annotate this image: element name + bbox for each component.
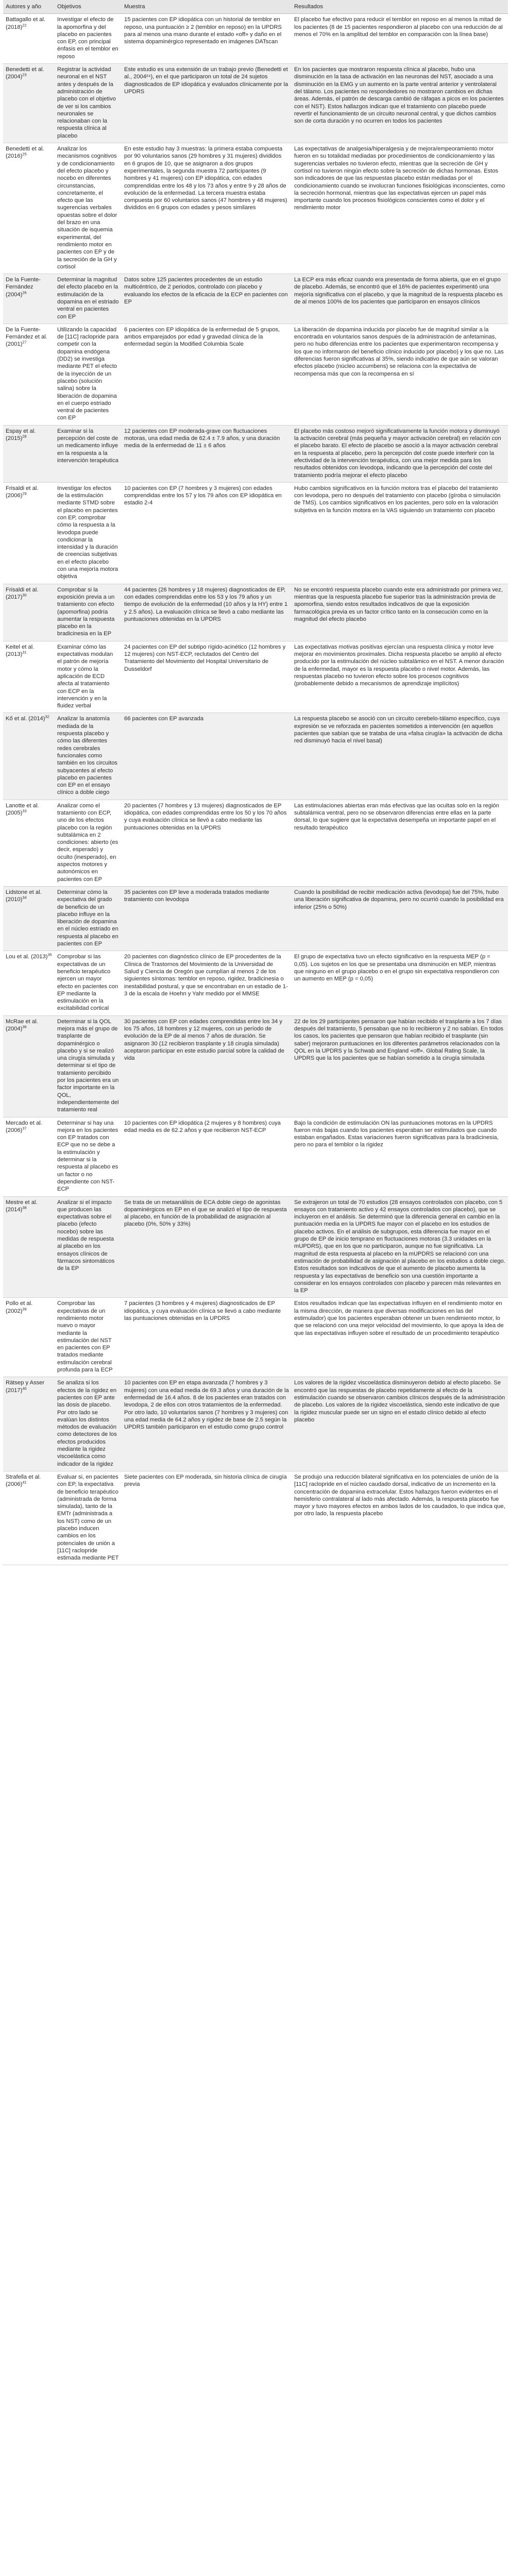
author-text: Espay et al. (2015) bbox=[6, 428, 36, 442]
cell-objective: Examinar si la percepción del coste de un medicamento influye en la respuesta a la intervención terapéutica bbox=[55, 425, 122, 482]
author-text: Frisaldi et al. (2006) bbox=[6, 485, 39, 499]
cell-objective: Comprobar si las expectativas de un beneficio terapéutico ejercen un mayor efecto en pacientes con EP mediante la estimulación en la excitabilidad cortical bbox=[55, 951, 122, 1015]
cell-author bbox=[3, 1015, 55, 1117]
author-text: Benedetti et al. (2004) bbox=[6, 66, 44, 80]
cell-results: Hubo cambios significativos en la función motora tras el placebo del tratamiento con levodopa, pero no después del tratamiento con placebo (gíroba o simulación de TMS). Los cambios significativos en los pacientes, pero solo en la valoración subjetiva en la función motora en la VAS siguiendo un tratamiento con placebo bbox=[292, 482, 508, 584]
table-row bbox=[3, 713, 508, 800]
cell-author bbox=[3, 1117, 55, 1196]
cell-sample: 10 pacientes con EP idiopática (2 mujeres y 8 hombres) cuya edad media es de 62.2 años y que recibieron NST-ECP bbox=[122, 1117, 292, 1196]
reference-number: 38 bbox=[22, 1205, 27, 1210]
cell-sample: 6 pacientes con EP idiopática de la enfermedad de 5 grupos, ambos emparejados por edad y gravedad clínica de la enfermedad según la Modified Columbia Scale bbox=[122, 324, 292, 425]
cell-author bbox=[3, 584, 55, 641]
author-text: Lanotte et al. (2005) bbox=[6, 802, 39, 816]
cell-results: En los pacientes que mostraron respuesta clínica al placebo, hubo una disminución en la tasa de activación en las neuronas del NST, asociado a una disminución en la EMG y un aumento en la parte ventral anterior y ventrolateral del tálamo. Los pacientes no respondedores no mostraron cambios en dichas áreas. Además, el patrón de descarga cambió de ráfagas a picos en los pacientes con el NST). Estos hallazgos indican que el tratamiento con placebo puede revertir el funcionamiento de un circuito neuronal central, y que dichos cambios son de corta duración y no ocurren en todos los pacientes bbox=[292, 64, 508, 143]
header-objectives: Objetivos bbox=[55, 0, 122, 14]
cell-results: La respuesta placebo se asoció con un circuito cerebelo-tálamo específico, cuya expresión se ve reforzada en pacientes sometidos a intervención (en aquellos pacientes que sabían que se trataba de una «falsa cirugía» la activación de dicha red disminuyó hacia el nivel basal) bbox=[292, 713, 508, 800]
reference-number: 22 bbox=[22, 22, 27, 27]
cell-objective: Analizar si el impacto que producen las expectativas sobre el placebo (efecto nocebo) sobre las medidas de respuesta al placebo en los ensayos clínicos de fármacos sintomáticos de la EP bbox=[55, 1196, 122, 1298]
cell-results: La ECP era más eficaz cuando era presentada de forma abierta, que en el grupo de placebo. Además, se encontró que el 16% de pacientes experimentó una mejoría significativa con el placebo, y que la magnitud de la respuesta placebo es de al menos 100% de los pacientes que participaron en ensayos clínicos bbox=[292, 274, 508, 324]
author-text: Benedetti et al. (2016) bbox=[6, 146, 44, 160]
reference-number: 29 bbox=[22, 491, 27, 496]
cell-author bbox=[3, 1377, 55, 1471]
cell-objective: Evaluar si, en pacientes con EP, la expectativa de beneficio terapéutico (administrada de forma simulada), tanto de la EMTr (administrada a los NST) como de un placebo inducen cambios en los potenciales de unión a [11C] raclopride estimada mediante PET bbox=[55, 1471, 122, 1565]
reference-number: 26 bbox=[22, 290, 27, 295]
reference-number: 32 bbox=[45, 714, 49, 719]
reference-number: 41 bbox=[22, 1480, 27, 1485]
table-row bbox=[3, 324, 508, 425]
header-results: Resultados bbox=[292, 0, 508, 14]
cell-sample: 20 pacientes con diagnóstico clínico de EP procedentes de la Clínica de Trastornos del Movimiento de la Universidad de Salud y Ciencia de Oregón que cumplían al menos 2 de los siguientes síntomas: temblor en reposo, rigidez, bradicinesia o inestabilidad postural, y que se encontraban en un estadio de 1-3 de la escala de Hoehn y Yahr medido por el MMSE bbox=[122, 951, 292, 1015]
author-text: Lou et al. (2013) bbox=[6, 954, 48, 960]
cell-results: Bajo la condición de estimulación ON las puntuaciones motoras en la UPDRS fueron más bajas cuando los pacientes esperaban ser estimulados que cuando estaban engañados. Estas variaciones fueron significativas para la bradicinesia, pero no para el temblor o la rigidez bbox=[292, 1117, 508, 1196]
table-row bbox=[3, 1015, 508, 1117]
cell-results: Se extrajeron un total de 70 estudios (28 ensayos controlados con placebo, con 5 ensayos con tratamiento activo y 42 ensayos controlados con placebo), que se incluyeron en el análisis. Se determinó que la diferencia general en cambio en la puntuación media en la UPDRS fue mayor con el placebo en los estudios de placebo activos. En el análisis de subgrupos, esta diferencia fue mayor en el grupo de EP de inicio temprano en fluctuaciones motoras (3.3 unidades en la mUPDRS), que en los que no participaron, aunque no fue significativa. La magnitud de esta respuesta al placebo en la mUPDRS se relacionó con una estimación de probabilidad de asignación al placebo en los estudios a doble ciego. Estos resultados son indicativos de que el aumento de placebo aumenta la respuesta y las expectativas de beneficio son una cuestión importante a considerar en los ensayos controlados con placebo y parecen más relevantes en la EP bbox=[292, 1196, 508, 1298]
table-row bbox=[3, 425, 508, 482]
cell-objective: Determinar la magnitud del efecto placebo en la estimulación de la dopamina en el estriado ventral en pacientes con EP bbox=[55, 274, 122, 324]
cell-author bbox=[3, 951, 55, 1015]
table-row bbox=[3, 1298, 508, 1377]
studies-table bbox=[3, 0, 508, 1565]
reference-number: 33 bbox=[22, 808, 27, 814]
cell-sample: 15 pacientes con EP idiopática con un historial de temblor en reposo, una puntuación ≥ 2 (temblor en reposo) en la UPDRS para al menos una mano durante el estado «off» y daño en el sistema dopaminérgico representado en imágenes DATscan bbox=[122, 14, 292, 64]
cell-objective: Determinar cómo la expectativa del grado de beneficio de un placebo influye en la liberación de dopamina en el núcleo estriado en respuesta al placebo en pacientes con EP bbox=[55, 886, 122, 951]
cell-author bbox=[3, 324, 55, 425]
cell-sample: 7 pacientes (3 hombres y 4 mujeres) diagnosticados de EP idiopática, y cuya evaluación clínica se llevó a cabo mediante las puntuaciones obtenidas en la UPDRS bbox=[122, 1298, 292, 1377]
cell-sample: Se trata de un metaanálisis de ECA doble ciego de agonistas dopaminérgicos en EP en el que se analizó el tipo de respuesta al placebo, en función de la probabilidad de asignación al placebo (0%, 50% y 33%) bbox=[122, 1196, 292, 1298]
cell-author bbox=[3, 1471, 55, 1565]
cell-results: Las expectativas motivas positivas ejercían una respuesta clínica y motor leve mejorar en movimientos proximales. Dicha respuesta placebo se amplió al efecto producido por la estimulación del núcleo subtalámico en el NST. A menor duración de la enfermedad, mayor es la respuesta placebo o nivel motor. Además, las respuestas placebo no tuvieron efecto sobre los procesos cognitivos (probablemente debido a mecanismos de aprendizaje implícitos) bbox=[292, 641, 508, 713]
cell-objective: Investigar el efecto de la apomorfina y del placebo en pacientes con EP, con principal énfasis en el temblor en reposo bbox=[55, 14, 122, 64]
author-text: Mestre et al. (2014) bbox=[6, 1199, 38, 1213]
cell-objective: Registrar la actividad neuronal en el NST antes y después de la administración de placebo con el objetivo de ver si los cambios neuronales se relacionaban con la respuesta clínica al placebo bbox=[55, 64, 122, 143]
author-text: Pollo et al. (2002) bbox=[6, 1300, 33, 1314]
reference-number: 23 bbox=[22, 72, 27, 77]
cell-objective: Comprobar las expectativas de un rendimiento motor nuevo o mayor mediante la estimulación del NST en pacientes con EP tratados mediante estimulación cerebral profunda para la ECP bbox=[55, 1298, 122, 1377]
reference-number: 31 bbox=[22, 650, 27, 655]
cell-sample: Datos sobre 125 pacientes procedentes de un estudio multicéntrico, de 2 periodos, controlado con placebo y evaluando los efectos de la eficacia de la ECP en pacientes con EP bbox=[122, 274, 292, 324]
author-text: Strafella et al. (2006) bbox=[6, 1473, 41, 1488]
cell-objective: Analizar los mecanismos cognitivos y de condicionamiento del efecto placebo y nocebo en diferentes circunstancias, concretamente, el efecto que las sugerencias verbales opuestas sobre el dolor del brazo en una situación de isquemia experimental, del rendimiento motor en pacientes con EP y de la secreción de la GH y cortisol bbox=[55, 143, 122, 274]
cell-sample: 12 pacientes con EP moderada-grave con fluctuaciones motoras, una edad media de 62.4 ± 7.9 años, y una duración media de la enfermedad de 11 ± 6 años bbox=[122, 425, 292, 482]
cell-sample: 30 pacientes con EP con edades comprendidas entre los 34 y los 75 años, 18 hombres y 12 mujeres, con un período de evolución de la EP de al menos 7 años de duración. Se asignaron 30 (12 recibieron trasplante y 18 cirugía simulada) aceptaron participar en este estudio parcial sobre la calidad de vida bbox=[122, 1015, 292, 1117]
cell-author bbox=[3, 425, 55, 482]
cell-author bbox=[3, 274, 55, 324]
cell-author bbox=[3, 1196, 55, 1298]
reference-number: 25 bbox=[22, 151, 27, 157]
reference-number: 28 bbox=[22, 434, 27, 439]
table-row bbox=[3, 143, 508, 274]
cell-sample: 35 pacientes con EP leve a moderada tratados mediante tratamiento con levodopa bbox=[122, 886, 292, 951]
cell-results: El placebo fue efectivo para reducir el temblor en reposo en al menos la mitad de los pacientes (8 de 15 pacientes respondieron al placebo con una reducción de al menos el 70% en la amplitud del temblor en comparación con la línea base) bbox=[292, 14, 508, 64]
cell-objective: Determinar si hay una mejora en los pacientes con EP tratados con ECP que no se debe a la estimulación y determinar si la respuesta al placebo es un factor o no dependiente con NST-ECP bbox=[55, 1117, 122, 1196]
cell-author bbox=[3, 713, 55, 800]
cell-sample: 10 pacientes con EP en etapa avanzada (7 hombres y 3 mujeres) con una edad media de 69.3 años y una duración de la enfermedad de 16.4 años. 8 de los pacientes eran tratados con levodopa, 2 de ellos con otros tratamientos de la enfermedad. Por otro lado, 10 voluntarios sanos (7 hombres y 3 mujeres) con una edad media de 64.2 años y rigidez de base de 2.5 según la UPDRS también participaron en el estudio como grupo control bbox=[122, 1377, 292, 1471]
reference-number: 39 bbox=[22, 1306, 27, 1311]
cell-sample: 20 pacientes (7 hombres y 13 mujeres) diagnosticados de EP idiopática, con edades comprendidas entre los 50 y los 70 años y cuya evaluación clínica se llevó a cabo mediante las puntuaciones obtenidas en la UPDRS bbox=[122, 800, 292, 886]
header-sample: Muestra bbox=[122, 0, 292, 14]
cell-author bbox=[3, 64, 55, 143]
cell-sample: En este estudio hay 3 muestras: la primera estaba compuesta por 90 voluntarios sanos (29 hombres y 31 mujeres) divididos en 6 grupos de 10, que se asignaron a dos grupos experimentales, la segunda muestra 72 participantes (9 hombres y 41 mujeres) con EP idiopática, con edades comprendidas entre los 48 y los 73 años y entre 9 y 28 años de evolución de la enfermedad. La tercera muestra estaba compuesta por 60 voluntarios sanos (47 hombres y 48 mujeres) divididos en 6 grupos con edades y pesos similares bbox=[122, 143, 292, 274]
cell-sample: Siete pacientes con EP moderada, sin historia clínica de cirugía previa bbox=[122, 1471, 292, 1565]
cell-sample: 44 pacientes (26 hombres y 18 mujeres) diagnosticados de EP, con edades comprendidas entre los 53 y los 79 años y un tiempo de evolución de la enfermedad (10 años y la HY) entre 1 y 2.5 años). La evaluación clínica se llevó a cabo mediante las puntuaciones obtenidas en la UPDRS bbox=[122, 584, 292, 641]
reference-number: 35 bbox=[47, 952, 52, 957]
cell-objective: Analizar como el tratamiento con ECP, uno de los efectos placebo con la región subtalámica en 2 condiciones: abierto (es decir, esperado) y oculto (inesperado), en aspectos motores y autonómicos en pacientes con EP bbox=[55, 800, 122, 886]
author-text: Lidstone et al. (2010) bbox=[6, 889, 42, 903]
author-text: Battagallo et al. (2018) bbox=[6, 16, 46, 30]
author-text: Frisaldi et al. (2017) bbox=[6, 586, 39, 600]
author-text: Kő et al. (2014) bbox=[6, 716, 45, 722]
cell-results: No se encontró respuesta placebo cuando este era administrado por primera vez, mientras que la respuesta placebo fue superior tras la administración previa de apomorfina, siendo estos resultados indicativos de que la exposición farmacológica previa es un factor crítico tanto en la consecución como en la magnitud del efecto placebo bbox=[292, 584, 508, 641]
table-row bbox=[3, 64, 508, 143]
cell-sample: 24 pacientes con EP del subtipo rígido-acinético (12 hombres y 12 mujeres) con NST-ECP, reclutados del Centro del Tratamiento del Movimiento del Hospital Universitario de Dusseldorf bbox=[122, 641, 292, 713]
cell-author bbox=[3, 1298, 55, 1377]
reference-number: 27 bbox=[22, 340, 27, 345]
cell-results: Estos resultados indican que las expectativas influyen en el rendimiento motor en la misma dirección, de manera que diversas modificaciones en las del estimulador) que los pacientes esperaban obtener un buen rendimiento motor, lo que se relacionó con una mejor velocidad del movimiento, lo que apoya la idea de que las expectativas influyen sobre el resultado de un procedimiento terapéutico bbox=[292, 1298, 508, 1377]
reference-number: 34 bbox=[22, 895, 27, 900]
cell-results: Las expectativas de analgesia/hiperalgesia y de mejora/empeoramiento motor fueron en su totalidad mediadas por procedimientos de condicionamiento y las sugerencias verbales no tuvieron efecto, mientras que la secreción de GH y cortisol no tuvieron ningún efecto sobre la secreción de dichas hormonas. Estos son indicadores de que las respuestas placebo están mediadas por el condicionamiento cuando se involucran funciones fisiológicas inconscientes, como la secreción hormonal, mientras que las expectativas ejercen un papel más importante cuando los procesos fisiológicos conscientes como el dolor y el rendimiento motor bbox=[292, 143, 508, 274]
table-row bbox=[3, 1117, 508, 1196]
table-row bbox=[3, 886, 508, 951]
header-authors: Autores y año bbox=[3, 0, 55, 14]
table-row bbox=[3, 274, 508, 324]
cell-objective: Examinar cómo las expectativas modulan el patrón de mejoría motor y cómo la aplicación de ECD afecta al tratamiento con ECP en la intervención y en la fluidez verbal bbox=[55, 641, 122, 713]
reference-number: 37 bbox=[22, 1126, 27, 1131]
table-row bbox=[3, 14, 508, 64]
table-row bbox=[3, 641, 508, 713]
cell-author bbox=[3, 14, 55, 64]
table-row bbox=[3, 584, 508, 641]
author-text: Rätsep y Asser (2017) bbox=[6, 1380, 45, 1394]
table-row bbox=[3, 1196, 508, 1298]
cell-results: Se produjo una reducción bilateral significativa en los potenciales de unión de la [11C] raclopride en el núcleo caudado dorsal, indicativo de un incremento en la concentración de dopamina extracelular. Estos hallazgos fueron evidentes en el hemisferio contralateral al lado más afectado. Además, la respuesta placebo fue mayor y tuvo mayores efectos en ambos lados de los caudados, lo que indica que, por otro lado, la respuesta placebo bbox=[292, 1471, 508, 1565]
table-row bbox=[3, 482, 508, 584]
cell-sample: 66 pacientes con EP avanzada bbox=[122, 713, 292, 800]
author-text: De la Fuente-Fernández (2004) bbox=[6, 277, 41, 298]
cell-sample: Este estudio es una extensión de un trabajo previo (Benedetti et al., 2004²⁴), en el que participaron un total de 24 sujetos diagnosticados de EP idiopática y evaluados clínicamente por la UPDRS bbox=[122, 64, 292, 143]
table-row bbox=[3, 1471, 508, 1565]
reference-number: 40 bbox=[22, 1385, 27, 1391]
cell-author bbox=[3, 143, 55, 274]
cell-results: Los valores de la rigidez viscoelástica disminuyeron debido al efecto placebo. Se encontró que las respuestas de placebo repetidamente al efecto de la estimulación cuando se observaron cambios clínicos después de la administración de placebo. Los valores de la rigidez viscoelástica, siendo este indicativo de que la rigidez muscular puede ser un signo en el estado clínico debido al efecto placebo bbox=[292, 1377, 508, 1471]
author-text: McRae et al. (2004) bbox=[6, 1018, 38, 1032]
table-row bbox=[3, 951, 508, 1015]
cell-sample: 10 pacientes con EP (7 hombres y 3 mujeres) con edades comprendidas entre los 57 y los 79 años con EP idiopática en estadio 2-4 bbox=[122, 482, 292, 584]
author-text: Mercado et al. (2006) bbox=[6, 1120, 42, 1133]
cell-author bbox=[3, 641, 55, 713]
cell-author bbox=[3, 800, 55, 886]
cell-results: 22 de los 29 participantes pensaron que habían recibido el trasplante a los 7 días después del tratamiento, 5 pensaban que no lo recibieron y 2 no sabían. En todos los casos, los pacientes que pensaron que habían recibido el trasplante (sin saber) mejoraron puntuaciones en los diferentes parámetros relacionados con la QOL en la UPDRS y la Schwab and England «off». Global Rating Scale, la UPDRS que la los pacientes que se habían sometido a la cirugía simulada bbox=[292, 1015, 508, 1117]
author-text: Keitel et al. (2013) bbox=[6, 643, 35, 658]
cell-objective: Determinar si la QOL mejora más el grupo de trasplante de dopaminérgico o placebo y si se realizó una cirugía simulada y determinar si el tipo de tratamiento percibido por los pacientes era un factor importante en la QOL, independientemente del tratamiento real bbox=[55, 1015, 122, 1117]
cell-results: La liberación de dopamina inducida por placebo fue de magnitud similar a la encontrada en voluntarios sanos después de la administración de anfetaminas, pero no hubo diferencias entre los pacientes que experimentaron recompensa y los que no informaron del beneficio clínico inducido por placebo) y los que no. Las diferencias fueron significativas al 35%, siendo indicativo de que aún se valoran efectos placebo (núcleo accumbens) se relaciona con la expectativa de recompensa más que con la recompensa en sí bbox=[292, 324, 508, 425]
cell-objective: Utilizando la capacidad de [11C] raclopride para competir con la dopamina endógena (DD2) se investiga mediante PET el efecto de la inyección de un placebo (solución salina) sobre la liberación de dopamina en el cuerpo estriado ventral de pacientes con EP bbox=[55, 324, 122, 425]
cell-author bbox=[3, 482, 55, 584]
cell-results: El placebo más costoso mejoró significativamente la función motora y disminuyó la activación cerebral (más pequeña y mayor activación cerebral) en relación con el placebo barato. El efecto de placebo se asoció a la mayor activación cerebral en la respuesta al placebo, pero la percepción del coste puede interferir con la efectividad de la intervención terapéutica, con una mejor medida para los resultados obtenidos con levodopa, indicando que la percepción del coste del tratamiento podría mejorar el efecto placebo bbox=[292, 425, 508, 482]
table-row bbox=[3, 1377, 508, 1471]
cell-objective: Analizar la anatomía mediada de la respuesta placebo y cómo las diferentes redes cerebrales funcionales como también en los circuitos subyacentes al efecto placebo en pacientes con EP en el ensayo clínico a doble ciego bbox=[55, 713, 122, 800]
cell-objective: Se analiza si los efectos de la rigidez en pacientes con EP ante las dosis de placebo. Por otro lado se evalúan los distintos métodos de evaluación como detectores de los efectos producidos mediante la rigidez viscoelástica como indicador de la rigidez bbox=[55, 1377, 122, 1471]
reference-number: 36 bbox=[22, 1024, 27, 1029]
cell-author bbox=[3, 886, 55, 951]
cell-results: El grupo de expectativa tuvo un efecto significativo en la respuesta MEP (p = 0,05). Los sujetos en los que se presentaba una disminución en MEP, mientras que ninguno en el grupo placebo o en el grupo sin expectativa respondieron con un aumento en MEP (p = 0,05) bbox=[292, 951, 508, 1015]
table-header-row bbox=[3, 0, 508, 14]
reference-number: 30 bbox=[22, 592, 27, 598]
table-body bbox=[3, 14, 508, 1565]
table-row bbox=[3, 800, 508, 886]
cell-objective: Comprobar si la exposición previa a un tratamiento con efecto (apomorfina) podría aumentar la respuesta placebo en la bradicinesia en la EP bbox=[55, 584, 122, 641]
author-text: De la Fuente-Fernández et al. (2001) bbox=[6, 326, 47, 348]
cell-results: Cuando la posibilidad de recibir medicación activa (levodopa) fue del 75%, hubo una liberación significativa de dopamina, pero no ocurrió cuando la posibilidad era inferior (25% o 50%) bbox=[292, 886, 508, 951]
cell-results: Las estimulaciones abiertas eran más efectivas que las ocultas solo en la región subtalámica ventral, pero no se observaron diferencias entre ellas en la parte dorsal, lo que sugiere que la expectativa desempeña un importante papel en el resultado terapéutico bbox=[292, 800, 508, 886]
cell-objective: Investigar los efectos de la estimulación mediante STMD sobre el placebo en pacientes con EP, comprobar cómo la respuesta a la levodopa puede condicionar la intensidad y la duración de creencias subjetivas en el efecto placebo con una mejoría motora objetiva bbox=[55, 482, 122, 584]
